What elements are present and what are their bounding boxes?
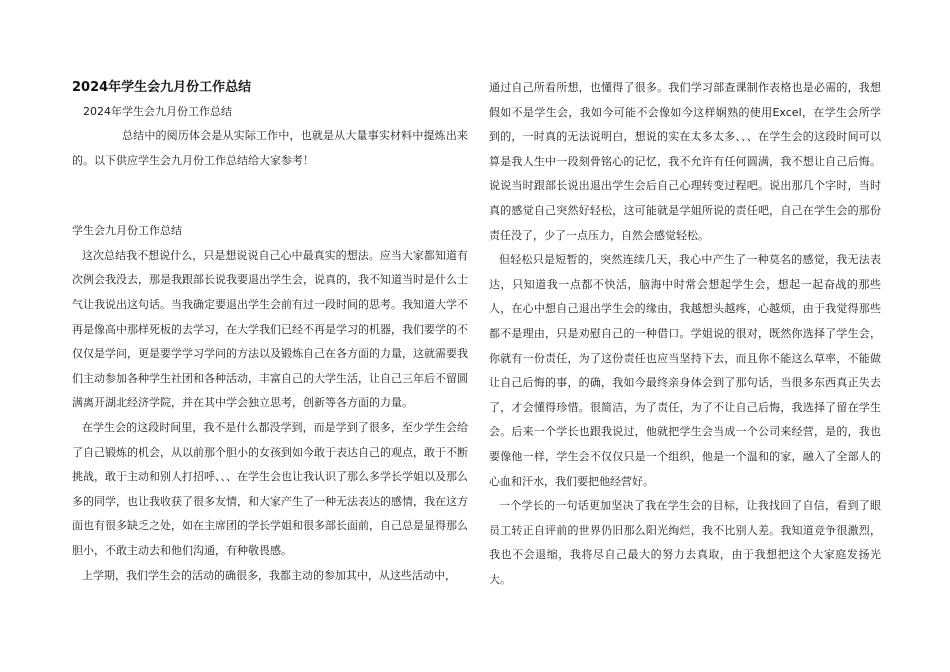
body-paragraph: 一个学长的一句话更加坚决了我在学生会的目标，让我找回了自信，看到了眼员工转正自评前的世界仍旧那么阳光绚烂，我不比别人差。我知道竞争很激烈，我也不会退缩，我将尽自己最大的努力去真取，由于我想把这个大家庭发扬光大。: [489, 499, 881, 586]
body-paragraph: 这次总结我不想说什么，只是想说说自己心中最真实的想法。应当大家都知道有次例会我没去，那是我跟部长说我要退出学生会，说真的，我不知道当时是什么士气让我说出这句话。当我确定要退出学生会前有过一段时间的思考。我知道大学不再是像高中那样死板的去学习，在大学我们已经不再是学习的机器，我们要学的不仅仅是学问，更是要学学习学问的方法以及锻炼自己在各方面的力量，这就需要我们主动参加各种学生社团和各种活动，丰富自己的大学生活，让自己三年后不留圆满离开湖北经济学院，并在其中学会独立思考，创新等各方面的力量。: [72, 248, 468, 410]
intro-paragraph: 总结中的阅历体会是从实际工作中，也就是从大量事实材料中提炼出来的。以下供应学生会九月份工作总结给大家参考！: [72, 129, 468, 167]
spacer: [72, 173, 468, 219]
document-title: 2024年学生会九月份工作总结: [72, 80, 252, 95]
left-column: [72, 76, 468, 588]
body-paragraph: 通过自己所看所想，也懂得了很多。我们学习部查课制作表格也是必需的，我想假如不是学生会，我如今可能不会像如今这样娴熟的使用Excel，在学生会所学到的，一时真的无法说明白，想说的实在太多太多、、、在学生会的这段时间可以算是我人生中一段刻骨铭心的记忆，我不允许有任何圆满，我不想让自己后悔。说说当时跟部长说出退出学生会后自己心理转变过程吧。说出那几个字时，当时真的感觉自己突然好轻松，这可能就是学姐所说的责任吧，自己在学生会的那份责任没了，少了一点压力，自然会感觉轻松。: [489, 81, 881, 242]
document-subtitle: 2024年学生会九月份工作总结: [83, 105, 232, 118]
right-column: [489, 76, 881, 592]
section-heading: 学生会九月份工作总结: [72, 224, 182, 238]
body-paragraph: 但轻松只是短暂的，突然连续几天，我心中产生了一种莫名的感觉，我无法表达，只知道我一点都不快活，脑海中时常会想起学生会，想起一起奋战的那些人，在心中想自己退出学生会的缘由，我越想头越疼，心越烦，由于我觉得那些都不是理由，只是劝慰自己的一种借口。学姐说的很对，既然你选择了学生会，你就有一份责任，为了这份责任也应当坚持下去，而且你不能这么草率，不能做让自己后悔的事，的确，我如今最终亲身体会到了那句话，当很多东西真正失去了，才会懂得珍惜。很简洁，为了责任，为了不让自己后悔，我选择了留在学生会。后来一个学长也跟我说过，他就把学生会当成一个公司来经营，是的，我也要像他一样，学生会不仅仅只是一个组织，他是一个温和的家，融入了全部人的心血和汗水，我们要把他经营好。: [489, 253, 881, 488]
body-paragraph: 上学期，我们学生会的活动的确很多，我都主动的参加其中，从这些活动中，: [82, 568, 456, 582]
body-paragraph: 在学生会的这段时间里，我不是什么都没学到，而是学到了很多，至少学生会给了自己锻炼的机会，从以前那个胆小的女孩到如今敢于表达自己的观点，敢于不断挑战，敢于主动和别人打招呼、、、在学生会也让我认识了那么多学长学姐以及那么多的同学，也让我收获了很多友情，和大家产生了一种无法表达的感情，我在这方面也有很多缺乏之处，如在主席团的学长学姐和很多部长面前，自己总是显得那么胆小，不敢主动去和他们沟通，有种敬畏感。: [72, 420, 468, 557]
